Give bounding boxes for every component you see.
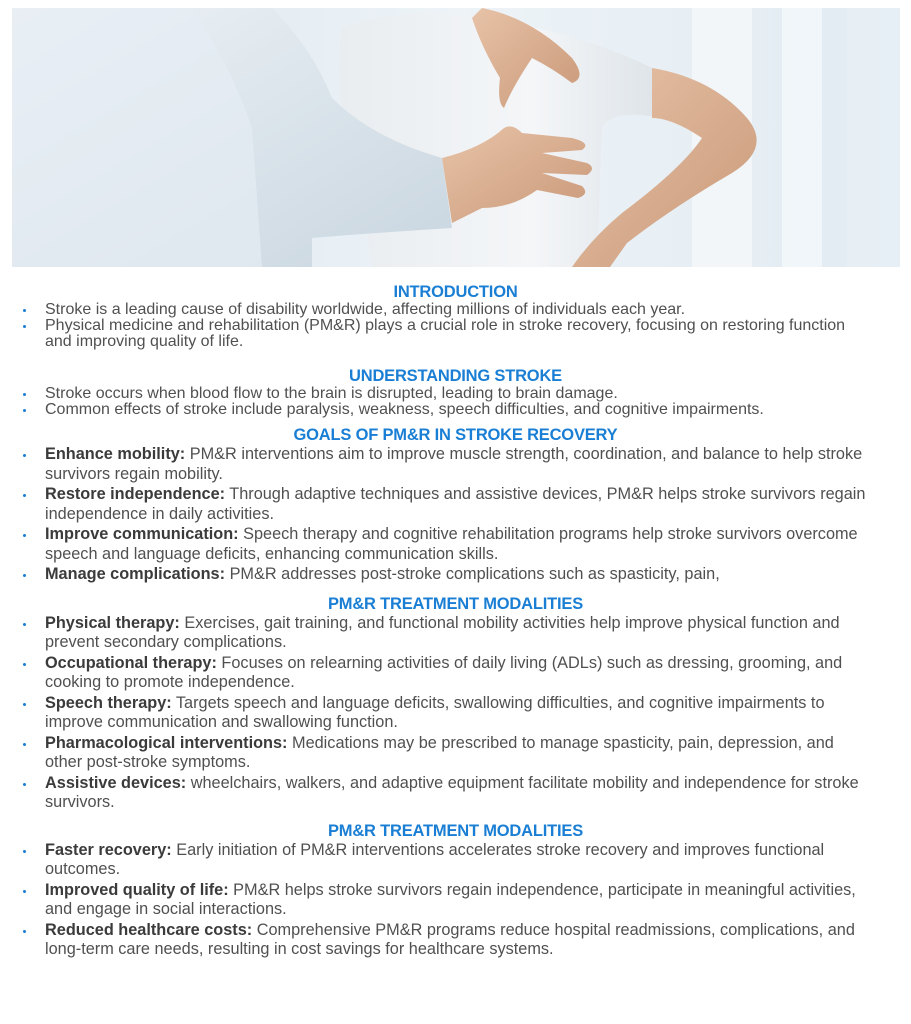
section-benefits [0,822,911,960]
section-treatment-modalities [0,595,911,813]
bullet-list [0,302,911,350]
list-item: Common effects of stroke include paralysis, weakness, speech difficulties, and cognitive impairments. [0,402,911,418]
item-lead: Occupational therapy: [45,653,217,672]
item-lead: Pharmacological interventions: [45,733,288,752]
list-item: Physical medicine and rehabilitation (PM&R) plays a crucial role in stroke recovery, focusing on restoring function and improving quality of life. [0,318,911,350]
section-goals [0,426,911,585]
list-item: Enhance mobility: PM&R interventions aim to improve muscle strength, coordination, and balance to help stroke survivors regain mobility. [0,445,911,484]
section-title: UNDERSTANDING STROKE [349,367,562,385]
list-item: Stroke is a leading cause of disability worldwide, affecting millions of individuals each year. [0,302,911,318]
bullet-list [0,386,911,418]
item-lead: Reduced healthcare costs: [45,920,253,939]
bullet-list [0,614,911,813]
list-item: Improve communication: Speech therapy and cognitive rehabilitation programs help stroke survivors overcome speech and language deficits, enhancing communication skills. [0,525,911,564]
item-lead: Improve communication: [45,525,239,543]
section-title: GOALS OF PM&R IN STROKE RECOVERY [293,426,618,444]
list-item: Assistive devices: wheelchairs, walkers, and adaptive equipment facilitate mobility and independence for stroke survivors. [0,774,911,813]
list-item: Speech therapy: Targets speech and language deficits, swallowing difficulties, and cognitive impairments to improve communication and swallowing function. [0,694,911,733]
hero-photo [12,8,900,267]
doctor-examining-back-illustration [12,8,900,267]
item-lead: Improved quality of life: [45,880,229,899]
item-lead: Assistive devices: [45,773,187,792]
item-lead: Manage complications: [45,565,226,583]
item-lead: Speech therapy: [45,693,172,712]
list-item: Restore independence: Through adaptive techniques and assistive devices, PM&R helps stroke survivors regain independence in daily activities. [0,485,911,524]
section-introduction [0,283,911,350]
list-item: Stroke occurs when blood flow to the brain is disrupted, leading to brain damage. [0,386,911,402]
item-lead: Physical therapy: [45,613,180,632]
list-item: Physical therapy: Exercises, gait training, and functional mobility activities help improve physical function and prevent secondary complications. [0,614,911,653]
list-item: Pharmacological interventions: Medications may be prescribed to manage spasticity, pain, depression, and other post-stroke symptoms. [0,734,911,773]
list-item: Faster recovery: Early initiation of PM&R interventions accelerates stroke recovery and improves functional outcomes. [0,841,911,880]
section-title: PM&R TREATMENT MODALITIES [327,821,583,840]
bullet-list [0,841,911,960]
article-content [0,283,911,961]
list-item: Occupational therapy: Focuses on relearning activities of daily living (ADLs) such as dressing, grooming, and cooking to promote independence. [0,654,911,693]
list-item: Reduced healthcare costs: Comprehensive PM&R programs reduce hospital readmissions, complications, and long-term care needs, resulting in cost savings for healthcare systems. [0,921,911,960]
item-lead: Restore independence: [45,485,226,503]
section-title: PM&R TREATMENT MODALITIES [327,594,583,613]
list-item: Improved quality of life: PM&R helps stroke survivors regain independence, participate in meaningful activities, and engage in social interactions. [0,881,911,920]
item-lead: Enhance mobility: [45,445,186,463]
list-item: Manage complications: PM&R addresses post-stroke complications such as spasticity, pain, [0,565,911,585]
bullet-list [0,445,911,585]
section-title: INTRODUCTION [393,283,518,301]
section-understanding-stroke [0,367,911,418]
item-lead: Faster recovery: [45,840,172,859]
